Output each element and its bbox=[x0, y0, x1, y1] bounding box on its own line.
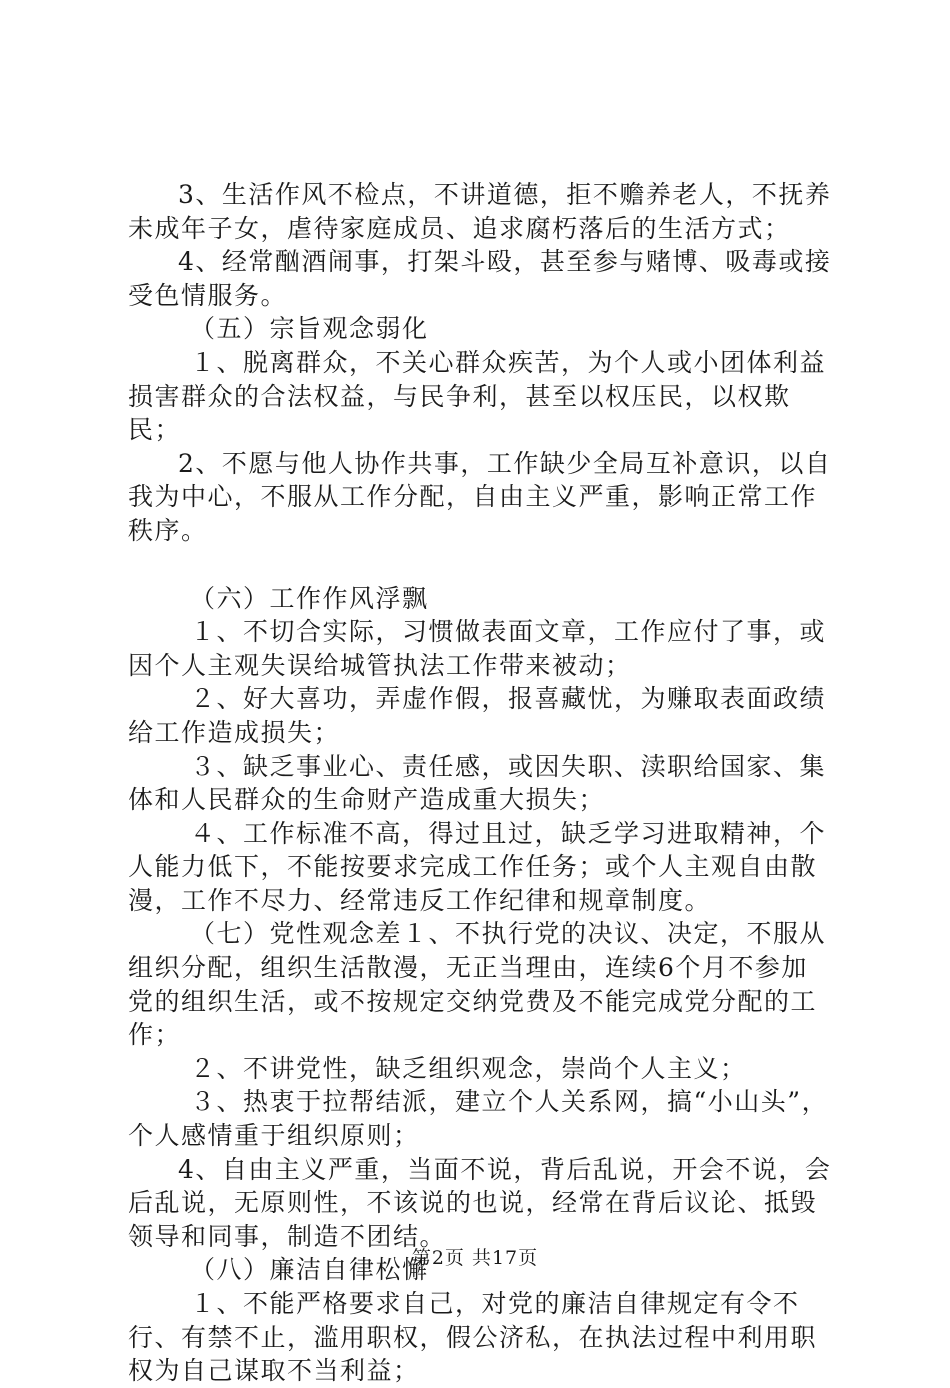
paragraph-5-2: 2、不愿与他人协作共事，工作缺少全局互补意识，以自我为中心，不服从工作分配，自由主义严重，影响正常工作秩序。 bbox=[128, 448, 832, 545]
paragraph-item-4: 4、经常酗酒闹事，打架斗殴，甚至参与赌博、吸毒或接受色情服务。 bbox=[128, 247, 832, 310]
paragraph-gap bbox=[128, 548, 833, 582]
section-heading-5: （五）宗旨观念弱化 bbox=[190, 314, 429, 344]
paragraph-7-3: ３、热衷于拉帮结派，建立个人关系网，搞“小山头”，个人感情重于组织原则； bbox=[128, 1087, 829, 1151]
section-heading-6: （六）工作作风浮飘 bbox=[190, 583, 429, 613]
paragraph-5-1: １、脱离群众，不关心群众疾苦，为个人或小团体利益损害群众的合法权益，与民争利，甚至以权压民，以权欺民； bbox=[128, 347, 827, 445]
paragraph-7-2: ２、不讲党性，缺乏组织观念，崇尚个人主义； bbox=[190, 1053, 747, 1083]
paragraph-6-4: ４、工作标准不高，得过且过，缺乏学习进取精神，个人能力低下，不能按要求完成工作任务；或个人主观自由散漫，工作不尽力、经常违反工作纪律和规章制度。 bbox=[128, 818, 827, 915]
paragraph-item-3: 3、生活作风不检点，不讲道德，拒不赡养老人，不抚养未成年子女，虐待家庭成员、追求腐朽落后的生活方式； bbox=[128, 180, 832, 243]
section-heading-8: （八）廉洁自律松懈 bbox=[190, 1255, 429, 1285]
paragraph-7-4: 4、自由主义严重，当面不说，背后乱说，开会不说，会后乱说，无原则性，不该说的也说，经常在背后议论、抵毁领导和同事，制造不团结。 bbox=[128, 1154, 832, 1251]
paragraph-6-1: １、不切合实际，习惯做表面文章，工作应付了事，或因个人主观失误给城管执法工作带来被动； bbox=[128, 617, 827, 680]
paragraph-6-2: ２、好大喜功，弄虚作假，报喜藏忧，为赚取表面政绩给工作造成损失； bbox=[128, 684, 827, 747]
page-number-footer: 第2页 共17页 bbox=[411, 1247, 539, 1269]
section-heading-7: （七）党性观念差１、不执行党的决议、决定，不服从组织分配，组织生活散漫，无正当理由，连续6个月不参加党的组织生活，或不按规定交纳党费及不能完成党分配的工作； bbox=[128, 919, 827, 1050]
paragraph-8-1: １、不能严格要求自己，对党的廉洁自律规定有令不行、有禁不止，滥用职权，假公济私，在执法过程中利用职权为自己谋取不当利益； bbox=[128, 1289, 818, 1386]
paragraph-6-3: ３、缺乏事业心、责任感，或因失职、渎职给国家、集体和人民群众的生命财产造成重大损失； bbox=[128, 751, 827, 815]
document-body bbox=[128, 178, 833, 1388]
